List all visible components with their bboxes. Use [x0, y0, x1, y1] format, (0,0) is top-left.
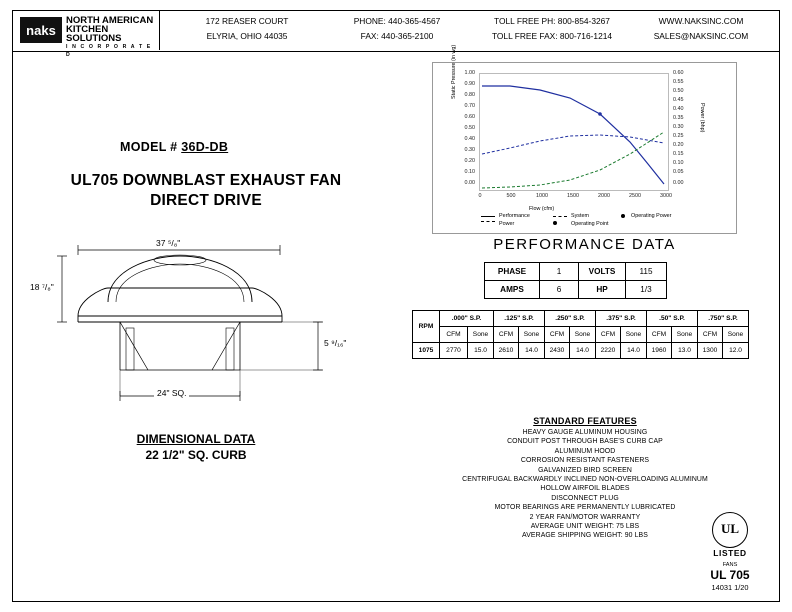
- fan-drawing-svg: [30, 230, 380, 430]
- x-tick-1000: 1000: [536, 193, 548, 199]
- phase-label: PHASE: [485, 263, 540, 281]
- header-web: [622, 14, 780, 44]
- sone-sub-3: Sone: [620, 327, 646, 343]
- y2-tick-0.05: 0.05: [673, 169, 684, 175]
- y-tick-0.90: 0.90: [464, 81, 475, 87]
- y2-tick-0.50: 0.50: [673, 88, 684, 94]
- rpm-performance-table: [412, 310, 749, 359]
- document-header: [12, 10, 780, 58]
- address-line-2: ELYRIA, OHIO 44035: [206, 31, 288, 41]
- ul-listed-label: LISTED: [713, 548, 747, 558]
- logo-wordmark: [66, 16, 158, 59]
- feature-item: HEAVY GAUGE ALUMINUM HOUSING: [522, 429, 648, 436]
- y-tick-0.60: 0.60: [464, 114, 475, 120]
- cell-5: 14.0: [569, 343, 595, 359]
- chart-y2-axis-title: Power (bhp): [699, 103, 705, 133]
- phone-line: PHONE: 440-365-4567: [353, 16, 441, 26]
- rpm-value: 1075: [413, 343, 440, 359]
- y-tick-0.70: 0.70: [464, 103, 475, 109]
- amps-value: 6: [540, 281, 579, 299]
- sone-sub-5: Sone: [722, 327, 748, 343]
- fax-line: FAX: 440-365-2100: [360, 31, 434, 41]
- rpm-header: RPM: [413, 311, 440, 343]
- y-tick-0.40: 0.40: [464, 136, 475, 142]
- cell-11: 12.0: [722, 343, 748, 359]
- sp-col-1: .125" S.P.: [494, 311, 545, 327]
- header-address: [172, 14, 322, 44]
- website-line: WWW.NAKSINC.COM: [658, 16, 744, 26]
- ul-category-label: FANS: [722, 562, 738, 568]
- ul-certification-icon: [712, 512, 748, 548]
- y2-tick-0.45: 0.45: [673, 97, 684, 103]
- cfm-sub-1: CFM: [494, 327, 519, 343]
- sone-sub-0: Sone: [468, 327, 494, 343]
- x-tick-1500: 1500: [567, 193, 579, 199]
- y-tick-0.10: 0.10: [464, 169, 475, 175]
- volts-label: VOLTS: [579, 263, 626, 281]
- document-number: 14031 1/20: [711, 583, 749, 592]
- logo-line-1: NORTH AMERICAN: [66, 15, 154, 26]
- logo-mark: naks: [20, 17, 62, 43]
- model-label: MODEL #: [120, 140, 182, 154]
- table-row: [485, 263, 667, 281]
- sp-col-0: .000" S.P.: [440, 311, 494, 327]
- x-tick-500: 500: [506, 193, 516, 199]
- email-line: SALES@NAKSINC.COM: [653, 31, 749, 41]
- table-row: [413, 327, 749, 343]
- table-row: [413, 311, 749, 327]
- cell-2: 2610: [494, 343, 519, 359]
- y-tick-0.00: 0.00: [464, 180, 475, 186]
- hp-value: 1/3: [626, 281, 667, 299]
- y2-tick-0.55: 0.55: [673, 79, 684, 85]
- y-tick-0.20: 0.20: [464, 158, 475, 164]
- sone-sub-4: Sone: [671, 327, 697, 343]
- product-title-line-2: DIRECT DRIVE: [150, 192, 262, 209]
- cell-6: 2220: [596, 343, 621, 359]
- sp-col-4: .50" S.P.: [647, 311, 698, 327]
- cell-7: 14.0: [620, 343, 646, 359]
- y-tick-1.00: 1.00: [464, 70, 475, 76]
- cfm-sub-4: CFM: [647, 327, 672, 343]
- legend-operating-power: Operating Power: [631, 213, 672, 219]
- cell-4: 2430: [545, 343, 570, 359]
- legend-performance: Performance: [499, 213, 530, 219]
- table-row: [485, 281, 667, 299]
- cfm-sub-5: CFM: [698, 327, 723, 343]
- legend-operating-point: Operating Point: [571, 221, 609, 227]
- y2-tick-0.25: 0.25: [673, 133, 684, 139]
- electrical-spec-table: [484, 262, 667, 299]
- dimensional-drawing: [30, 230, 380, 430]
- y2-tick-0.40: 0.40: [673, 106, 684, 112]
- volts-value: 115: [626, 263, 667, 281]
- standard-features: [432, 416, 738, 541]
- cell-9: 13.0: [671, 343, 697, 359]
- table-row: [413, 343, 749, 359]
- feature-item: CORROSION RESISTANT FASTENERS: [520, 457, 650, 465]
- tollfree-fax-line: TOLL FREE FAX: 800-716-1214: [491, 31, 613, 41]
- base-width-dimension-label: 24" SQ.: [154, 388, 189, 398]
- feature-item: ALUMINUM HOOD: [554, 447, 616, 455]
- legend-system: System: [571, 213, 589, 219]
- cell-0: 2770: [440, 343, 468, 359]
- ul-standard-label: UL 705: [710, 568, 750, 582]
- x-tick-3000: 3000: [660, 193, 672, 199]
- ul-mark-text: UL: [720, 521, 740, 536]
- y2-tick-0.10: 0.10: [673, 160, 684, 166]
- y2-tick-0.00: 0.00: [673, 180, 684, 186]
- y-tick-0.80: 0.80: [464, 92, 475, 98]
- cell-3: 14.0: [518, 343, 544, 359]
- chart-x-axis-title: Flow (cfm): [529, 206, 555, 212]
- feature-item: AVERAGE SHIPPING WEIGHT: 90 LBS: [522, 532, 648, 540]
- y-tick-0.50: 0.50: [464, 125, 475, 131]
- sp-col-2: .250" S.P.: [545, 311, 596, 327]
- x-tick-2000: 2000: [598, 193, 610, 199]
- address-line-1: 172 REASER COURT: [205, 16, 289, 26]
- logo-line-2: KITCHEN SOLUTIONS: [66, 24, 122, 44]
- feature-item: DISCONNECT PLUG: [551, 494, 619, 502]
- y2-tick-0.60: 0.60: [673, 70, 684, 76]
- y2-tick-0.20: 0.20: [673, 142, 684, 148]
- features-heading: STANDARD FEATURES: [533, 416, 637, 426]
- amps-label: AMPS: [485, 281, 540, 299]
- x-tick-0: 0: [478, 193, 482, 199]
- header-tollfree: [472, 14, 632, 44]
- y-tick-0.30: 0.30: [464, 147, 475, 153]
- feature-item: GALVANIZED BIRD SCREEN: [538, 466, 632, 474]
- product-title-line-1: UL705 DOWNBLAST EXHAUST FAN: [70, 172, 342, 189]
- header-phone: [322, 14, 472, 44]
- model-line: [120, 140, 228, 154]
- chart-y-axis-title: Static Pressure (in wg): [451, 44, 457, 99]
- feature-item: CONDUIT POST THROUGH BASE'S CURB CAP: [507, 438, 663, 446]
- phase-value: 1: [540, 263, 579, 281]
- cfm-sub-0: CFM: [440, 327, 468, 343]
- performance-data-heading: PERFORMANCE DATA: [493, 236, 676, 253]
- tollfree-phone-line: TOLL FREE PH: 800-854-3267: [494, 16, 610, 26]
- sp-col-5: .750" S.P.: [698, 311, 749, 327]
- feature-item: HOLLOW AIRFOIL BLADES: [540, 485, 630, 493]
- y2-tick-0.15: 0.15: [673, 151, 684, 157]
- cell-1: 15.0: [468, 343, 494, 359]
- cell-10: 1300: [698, 343, 723, 359]
- y2-tick-0.30: 0.30: [673, 124, 684, 130]
- logo-line-3: I N C O R P O R A T E D: [66, 44, 152, 58]
- cfm-sub-3: CFM: [596, 327, 621, 343]
- height-dimension-label: 18 ⁷/₈": [30, 282, 54, 292]
- feature-item: CENTRIFUGAL BACKWARDLY INCLINED NON-OVERLOADING ALUMINUM: [462, 476, 708, 484]
- cell-8: 1960: [647, 343, 672, 359]
- base-height-dimension-label: 5 ⁹/₁₆": [324, 338, 347, 348]
- curb-size-caption: 22 1/2" SQ. CURB: [145, 448, 247, 462]
- feature-item: 2 YEAR FAN/MOTOR WARRANTY: [529, 513, 641, 521]
- hp-label: HP: [579, 281, 626, 299]
- x-tick-2500: 2500: [629, 193, 641, 199]
- sp-col-3: .375" S.P.: [596, 311, 647, 327]
- y2-tick-0.35: 0.35: [673, 115, 684, 121]
- company-logo: [12, 10, 160, 58]
- chart-plot-area: [479, 73, 669, 191]
- feature-item: AVERAGE UNIT WEIGHT: 75 LBS: [530, 523, 640, 531]
- width-dimension-label: 37 ⁵/₈": [156, 238, 181, 248]
- dimensional-data-caption: DIMENSIONAL DATA: [136, 432, 256, 446]
- sone-sub-2: Sone: [569, 327, 595, 343]
- feature-item: MOTOR BEARINGS ARE PERMANENTLY LUBRICATED: [494, 504, 676, 512]
- legend-power: Power: [499, 221, 515, 227]
- sone-sub-1: Sone: [518, 327, 544, 343]
- chart-curves-svg: [480, 74, 668, 190]
- model-number: 36D-DB: [181, 140, 229, 154]
- cfm-sub-2: CFM: [545, 327, 570, 343]
- performance-chart: [432, 44, 737, 234]
